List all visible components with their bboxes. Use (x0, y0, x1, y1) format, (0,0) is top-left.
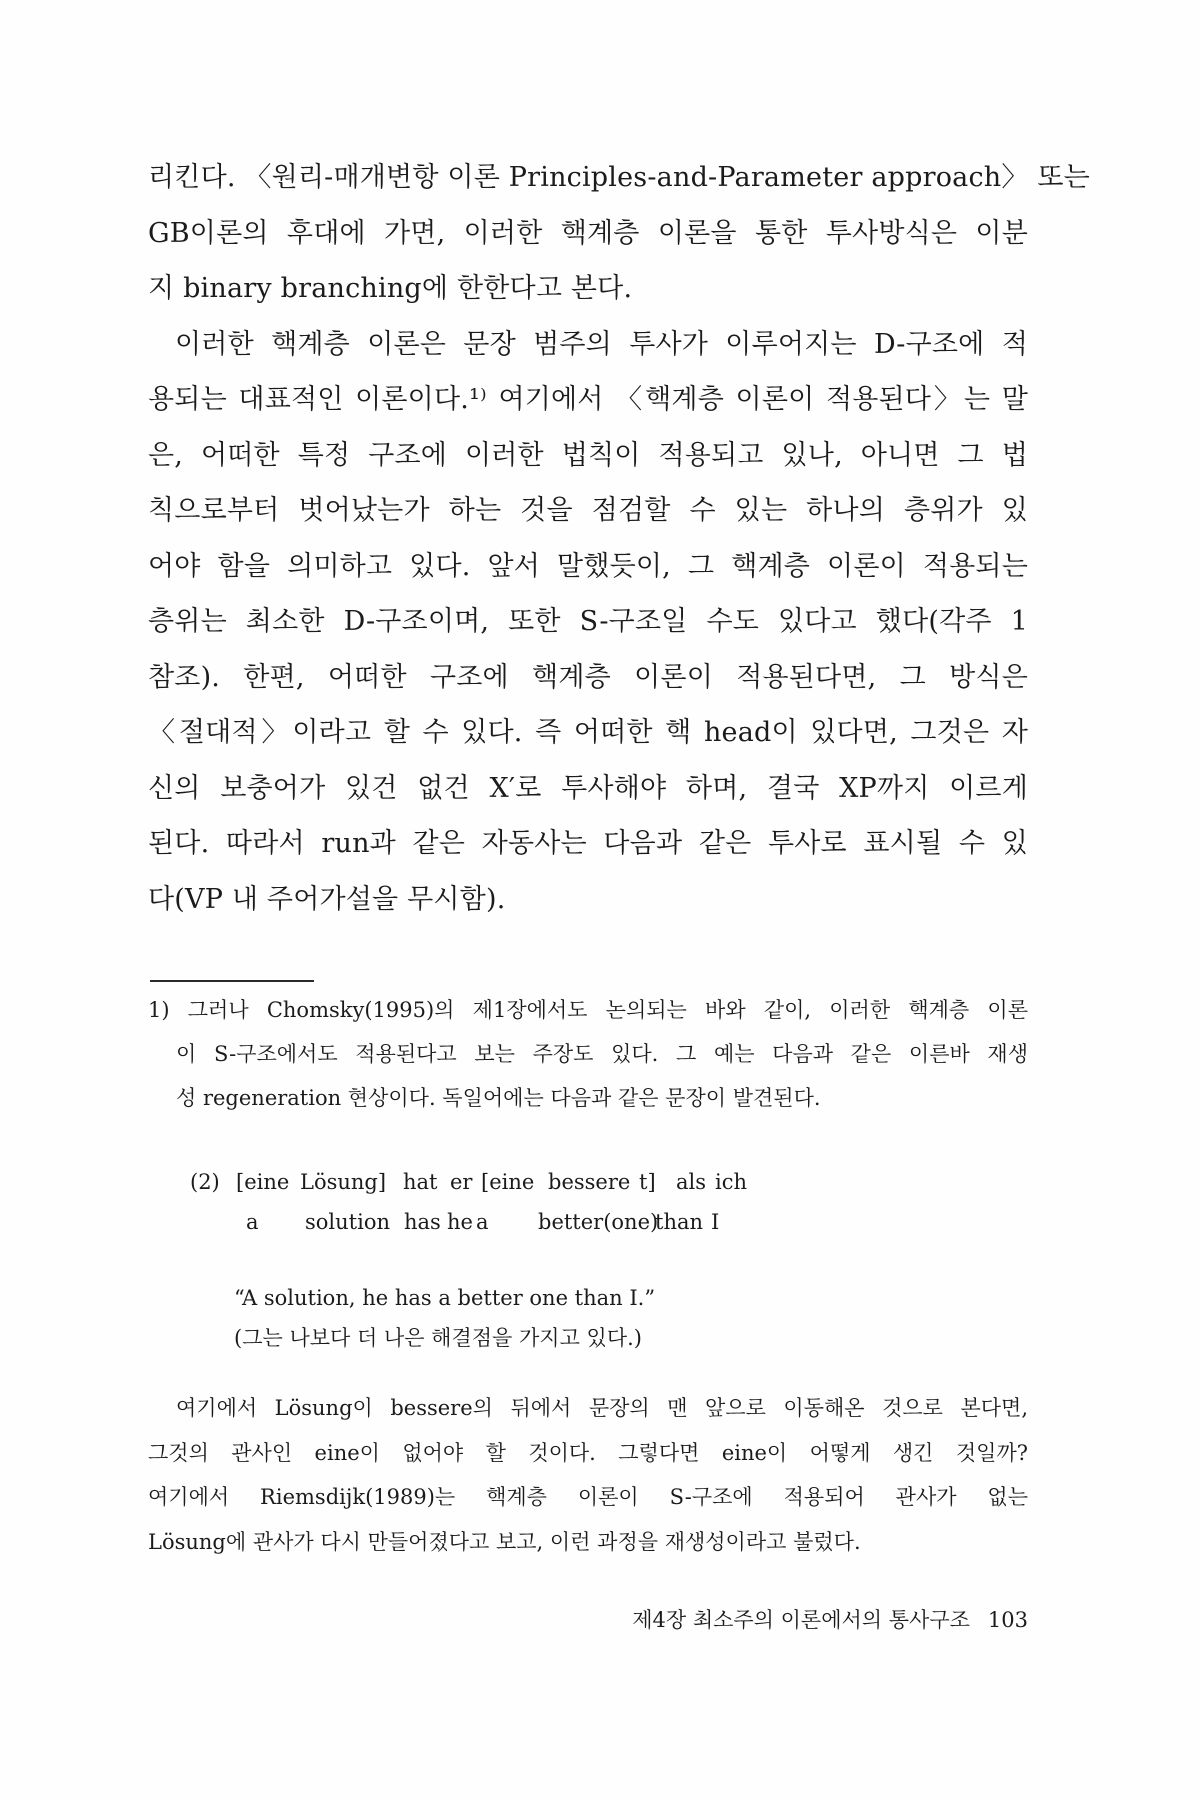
gloss-word: he (447, 1210, 473, 1234)
gloss-word: a (246, 1210, 259, 1234)
body-line: 〈절대적〉이라고 할 수 있다. 즉 어떠한 핵 head이 있다면, 그것은 자 (148, 717, 1028, 748)
continuation-line: 여기에서 Lösung이 bessere의 뒤에서 문장의 맨 앞으로 이동해온 것으로 본다면, (176, 1396, 1028, 1420)
footnote-divider (150, 980, 314, 982)
example-translation-korean: (그는 나보다 더 나은 해결점을 가지고 있다.) (234, 1326, 642, 1350)
continuation-line: 여기에서 Riemsdijk(1989)는 핵계층 이론이 S-구조에 적용되어 관사가 없는 (148, 1485, 1028, 1509)
footnote-line: 1) 그러나 Chomsky(1995)의 제1장에서도 논의되는 바와 같이, 이러한 핵계층 이론 (148, 998, 1028, 1022)
page-number: 103 (987, 1608, 1028, 1632)
continuation-line: 그것의 관사인 eine이 없어야 할 것이다. 그렇다면 eine이 어떻게 생긴 것일까? (148, 1440, 1028, 1465)
gloss-word: solution (305, 1210, 390, 1234)
gloss-word: I (711, 1210, 720, 1234)
footnote-continuation (148, 1386, 1028, 1564)
gloss-word: better(one) (538, 1210, 659, 1234)
chapter-title: 제4장 최소주의 이론에서의 통사구조 (632, 1608, 970, 1632)
body-line: 층위는 최소한 D-구조이며, 또한 S-구조일 수도 있다고 했다(각주 1 (148, 606, 1028, 637)
german-word: t] (639, 1170, 656, 1194)
german-word: Lösung] (300, 1170, 387, 1194)
body-line: 지 binary branching에 한한다고 본다. (148, 273, 633, 304)
body-line: 용되는 대표적인 이론이다.¹⁾ 여기에서 〈핵계층 이론이 적용된다〉는 말 (148, 384, 1028, 415)
footnote-line: 성 regeneration 현상이다. 독일어에는 다음과 같은 문장이 발견된다. (176, 1086, 821, 1110)
german-word: hat (403, 1170, 438, 1194)
german-word: ich (715, 1170, 748, 1194)
body-line: 된다. 따라서 run과 같은 자동사는 다음과 같은 투사로 표시될 수 있 (148, 828, 1028, 859)
german-word: als (676, 1170, 707, 1194)
german-word: bessere (548, 1170, 631, 1194)
body-line: 은, 어떠한 특정 구조에 이러한 법칙이 적용되고 있나, 아니면 그 법 (148, 439, 1028, 471)
gloss-word: than (655, 1210, 704, 1234)
footnote-line: 이 S-구조에서도 적용된다고 보는 주장도 있다. 그 예는 다음과 같은 이른바 재생 (176, 1042, 1028, 1066)
main-body-text (148, 150, 1090, 927)
body-line: 다(VP 내 주어가설을 무시함). (148, 883, 506, 915)
example-number: (2) (190, 1170, 220, 1194)
footnote (148, 988, 1028, 1120)
body-line: 참조). 한편, 어떠한 구조에 핵계층 이론이 적용된다면, 그 방식은 (148, 661, 1028, 693)
german-word: [eine (236, 1170, 290, 1194)
continuation-line: Lösung에 관사가 다시 만들어졌다고 보고, 이런 과정을 재생성이라고 불렀다. (148, 1529, 861, 1554)
body-line: 리킨다. 〈원리-매개변항 이론 Principles-and-Parameter approach〉 또는 (148, 162, 1090, 193)
body-line: 어야 함을 의미하고 있다. 앞서 말했듯이, 그 핵계층 이론이 적용되는 (148, 550, 1028, 582)
body-line: 신의 보충어가 있건 없건 X′로 투사해야 하며, 결국 XP까지 이르게 (148, 772, 1028, 804)
gloss-word: has (404, 1210, 441, 1234)
gloss-word: a (476, 1210, 489, 1234)
example-translation-english: “A solution, he has a better one than I.” (234, 1286, 656, 1310)
body-line: 이러한 핵계층 이론은 문장 범주의 투사가 이루어지는 D-구조에 적 (175, 328, 1028, 360)
body-line: 칙으로부터 벗어났는가 하는 것을 점검할 수 있는 하나의 층위가 있 (148, 495, 1028, 526)
body-line: GB이론의 후대에 가면, 이러한 핵계층 이론을 통한 투사방식은 이분 (148, 217, 1028, 249)
german-word: er (450, 1170, 473, 1194)
running-footer (632, 1600, 1028, 1640)
german-word: [eine (481, 1170, 535, 1194)
